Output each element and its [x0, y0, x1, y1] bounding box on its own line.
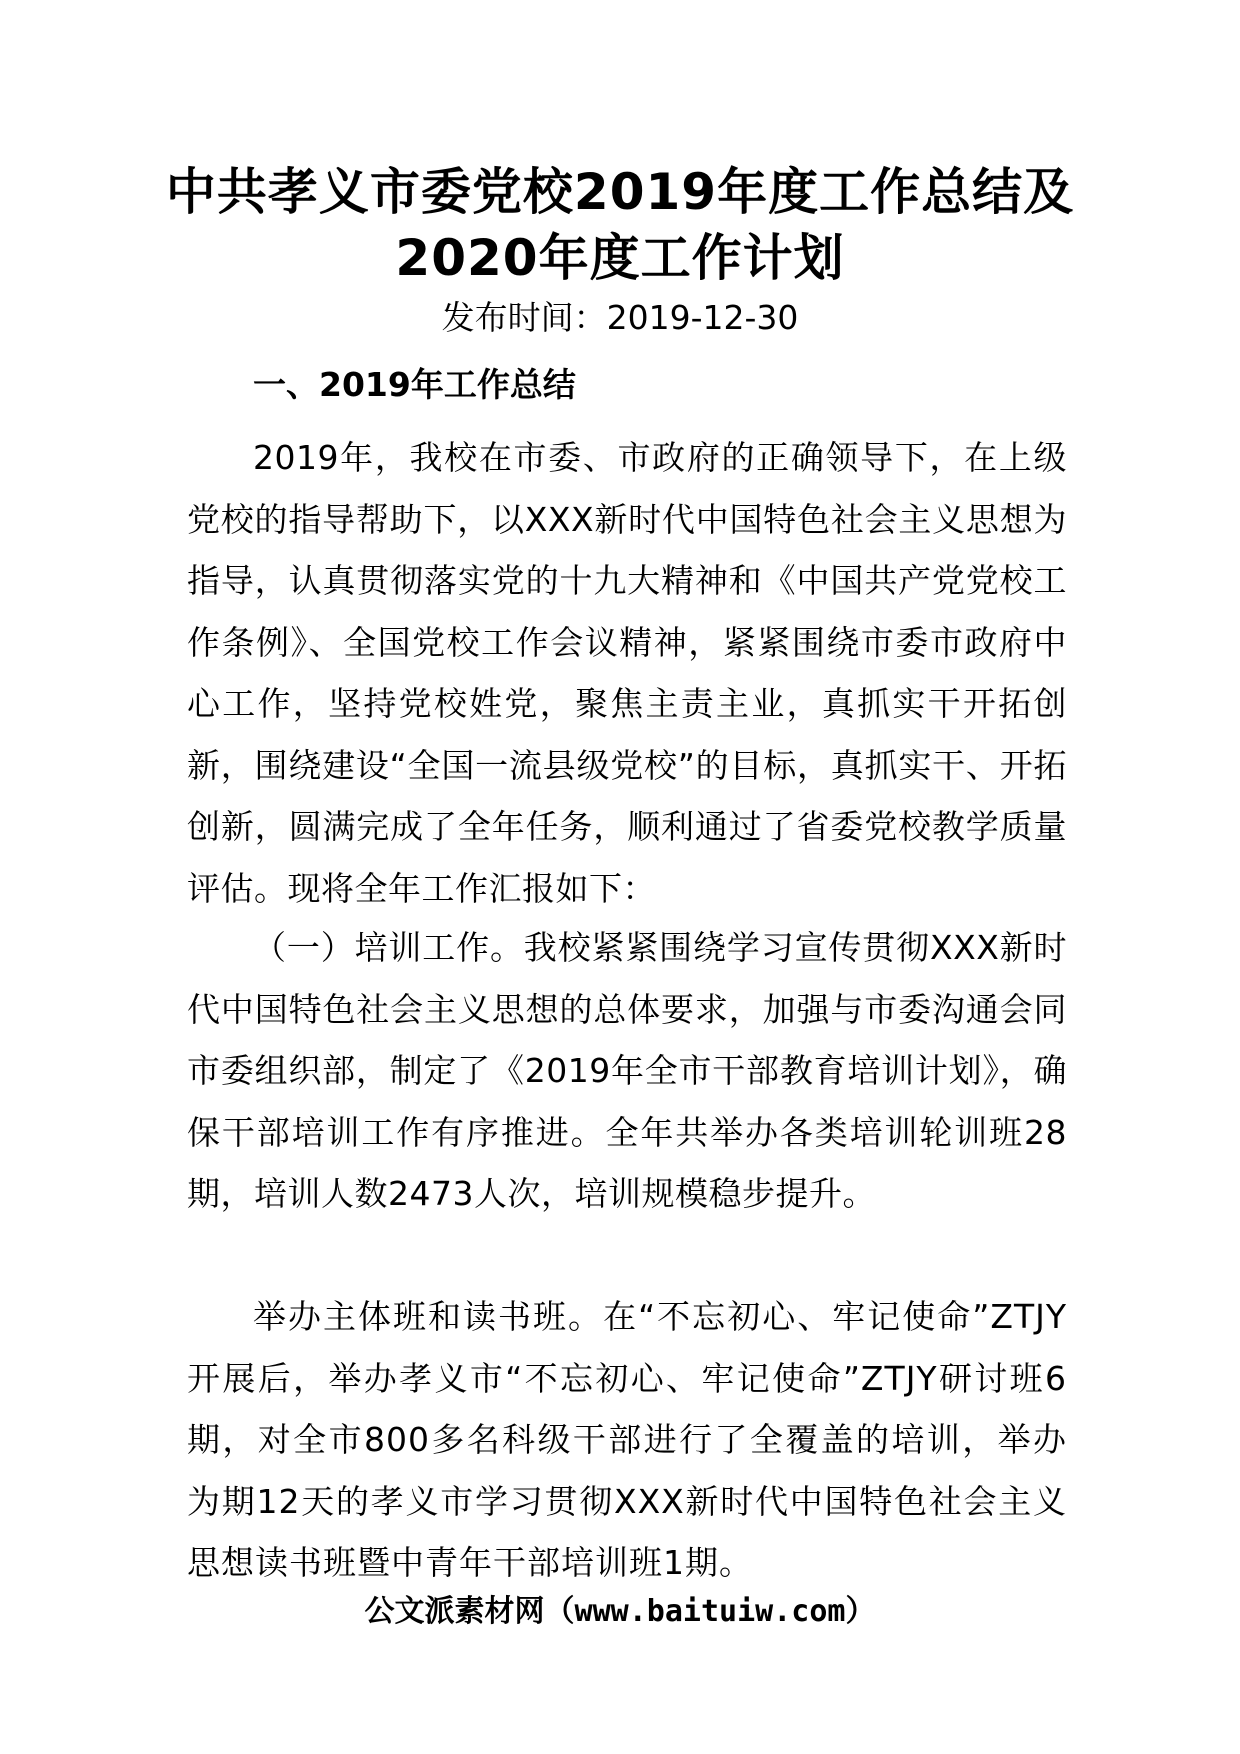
footer-close-paren: ）	[845, 1594, 876, 1629]
document-title-line-2: 2020年度工作计划	[395, 229, 845, 287]
footer-site-url[interactable]: www.baituiw.com	[574, 1594, 846, 1629]
paragraph-training-work: （一）培训工作。我校紧紧围绕学习宣传贯彻XXX新时代中国特色社会主义思想的总体要求，加强与市委沟通会同市委组织部，制定了《2019年全市干部教育培训计划》，确保干部培训工作有序推进。全年共举办各类培训轮训班28期，培训人数2473人次，培训规模稳步提升。	[187, 928, 1067, 1213]
section-heading: 一、2019年工作总结	[253, 365, 576, 404]
paragraph-summary-intro: 2019年，我校在市委、市政府的正确领导下，在上级党校的指导帮助下，以XXX新时代中国特色社会主义思想为指导，认真贯彻落实党的十九大精神和《中国共产党党校工作条例》、全国党校工作会议精神，紧紧围绕市委市政府中心工作，坚持党校姓党，聚焦主责主业，真抓实干开拓创新，围绕建设“全国一流县级党校”的目标，真抓实干、开拓创新，圆满完成了全年任务，顺利通过了省委党校教学质量评估。现将全年工作汇报如下：	[187, 438, 1067, 908]
document-title-line-1: 中共孝义市委党校2019年度工作总结及	[165, 163, 1075, 221]
paragraph-main-classes: 举办主体班和读书班。在“不忘初心、牢记使命”ZTJY开展后，举办孝义市“不忘初心、牢记使命”ZTJY研讨班6期，对全市800多名科级干部进行了全覆盖的培训，举办为期12天的孝义市学习贯彻XXX新时代中国特色社会主义思想读书班暨中青年干部培训班1期。	[187, 1297, 1067, 1582]
publish-date: 发布时间：2019-12-30	[441, 298, 799, 337]
footer-watermark	[120, 1590, 1120, 1634]
footer-site-name: 公文派素材网（	[364, 1594, 575, 1629]
